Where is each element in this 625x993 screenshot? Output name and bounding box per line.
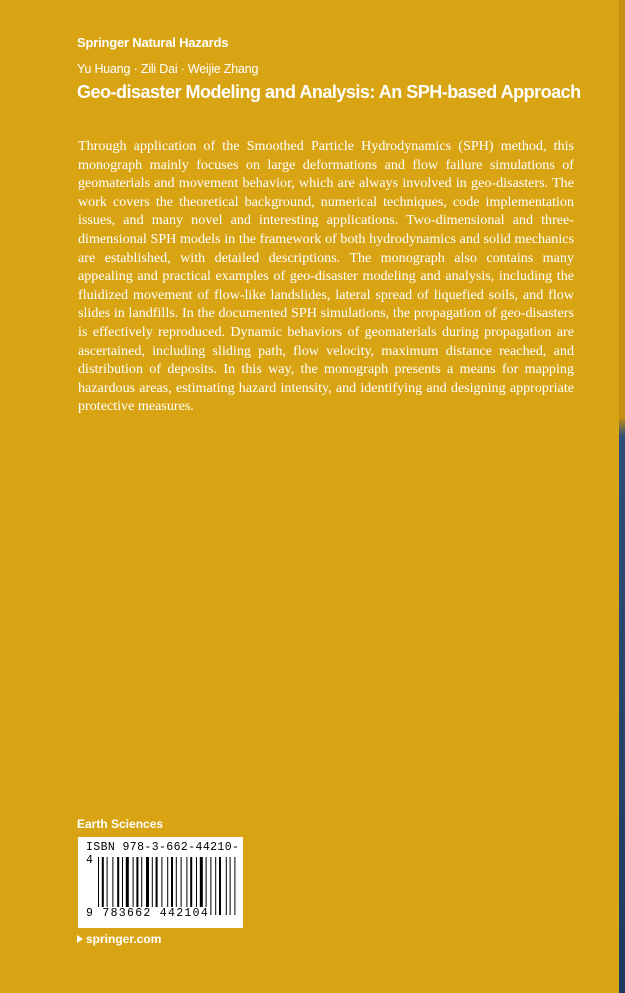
publisher-url: springer.com xyxy=(86,932,162,946)
subject-category: Earth Sciences xyxy=(77,817,164,831)
book-description: Through application of the Smoothed Particle Hydrodynamics (SPH) method, this monograph mainly focuses on large deformations and flow failure simulations of geomaterials and movement behavior, which are always involved in geo-disasters. The work covers the theoretical background, numerical techniques, code implementation issues, and many novel and interesting applications. Two-dimensional and three-dimensional SPH models in the framework of both hydrodynamics and solid mechanics are established, with detailed descriptions. The monograph also contains many appealing and practical examples of geo-disaster modeling and analysis, including the fluidized movement of flow-like landslides, lateral spread of liquefied soils, and flow slides in landfills. In the documented SPH simulations, the propagation of geo-disasters is effectively reproduced. Dynamic behaviors of geomaterials during propagation are ascertained, including sliding path, flow velocity, maximum distance reached, and distribution of deposits. In this way, the monograph presents a means for mapping hazardous areas, estimating hazard intensity, and identifying and designing appropriate protective measures. xyxy=(78,138,574,415)
isbn-number: ISBN 978-3-662-44210-4 xyxy=(86,841,240,867)
isbn-barcode-box xyxy=(78,837,243,928)
publisher-link[interactable] xyxy=(77,932,161,946)
arrow-right-icon xyxy=(77,935,83,943)
book-authors: Yu Huang · Zili Dai · Weijie Zhang xyxy=(77,62,259,76)
cover-edge-strip xyxy=(619,0,625,993)
barcode-digits: 9 783662 442104 xyxy=(86,907,210,920)
book-title: Geo-disaster Modeling and Analysis: An SPH-based Approach xyxy=(77,82,581,102)
series-name: Springer Natural Hazards xyxy=(77,35,229,50)
